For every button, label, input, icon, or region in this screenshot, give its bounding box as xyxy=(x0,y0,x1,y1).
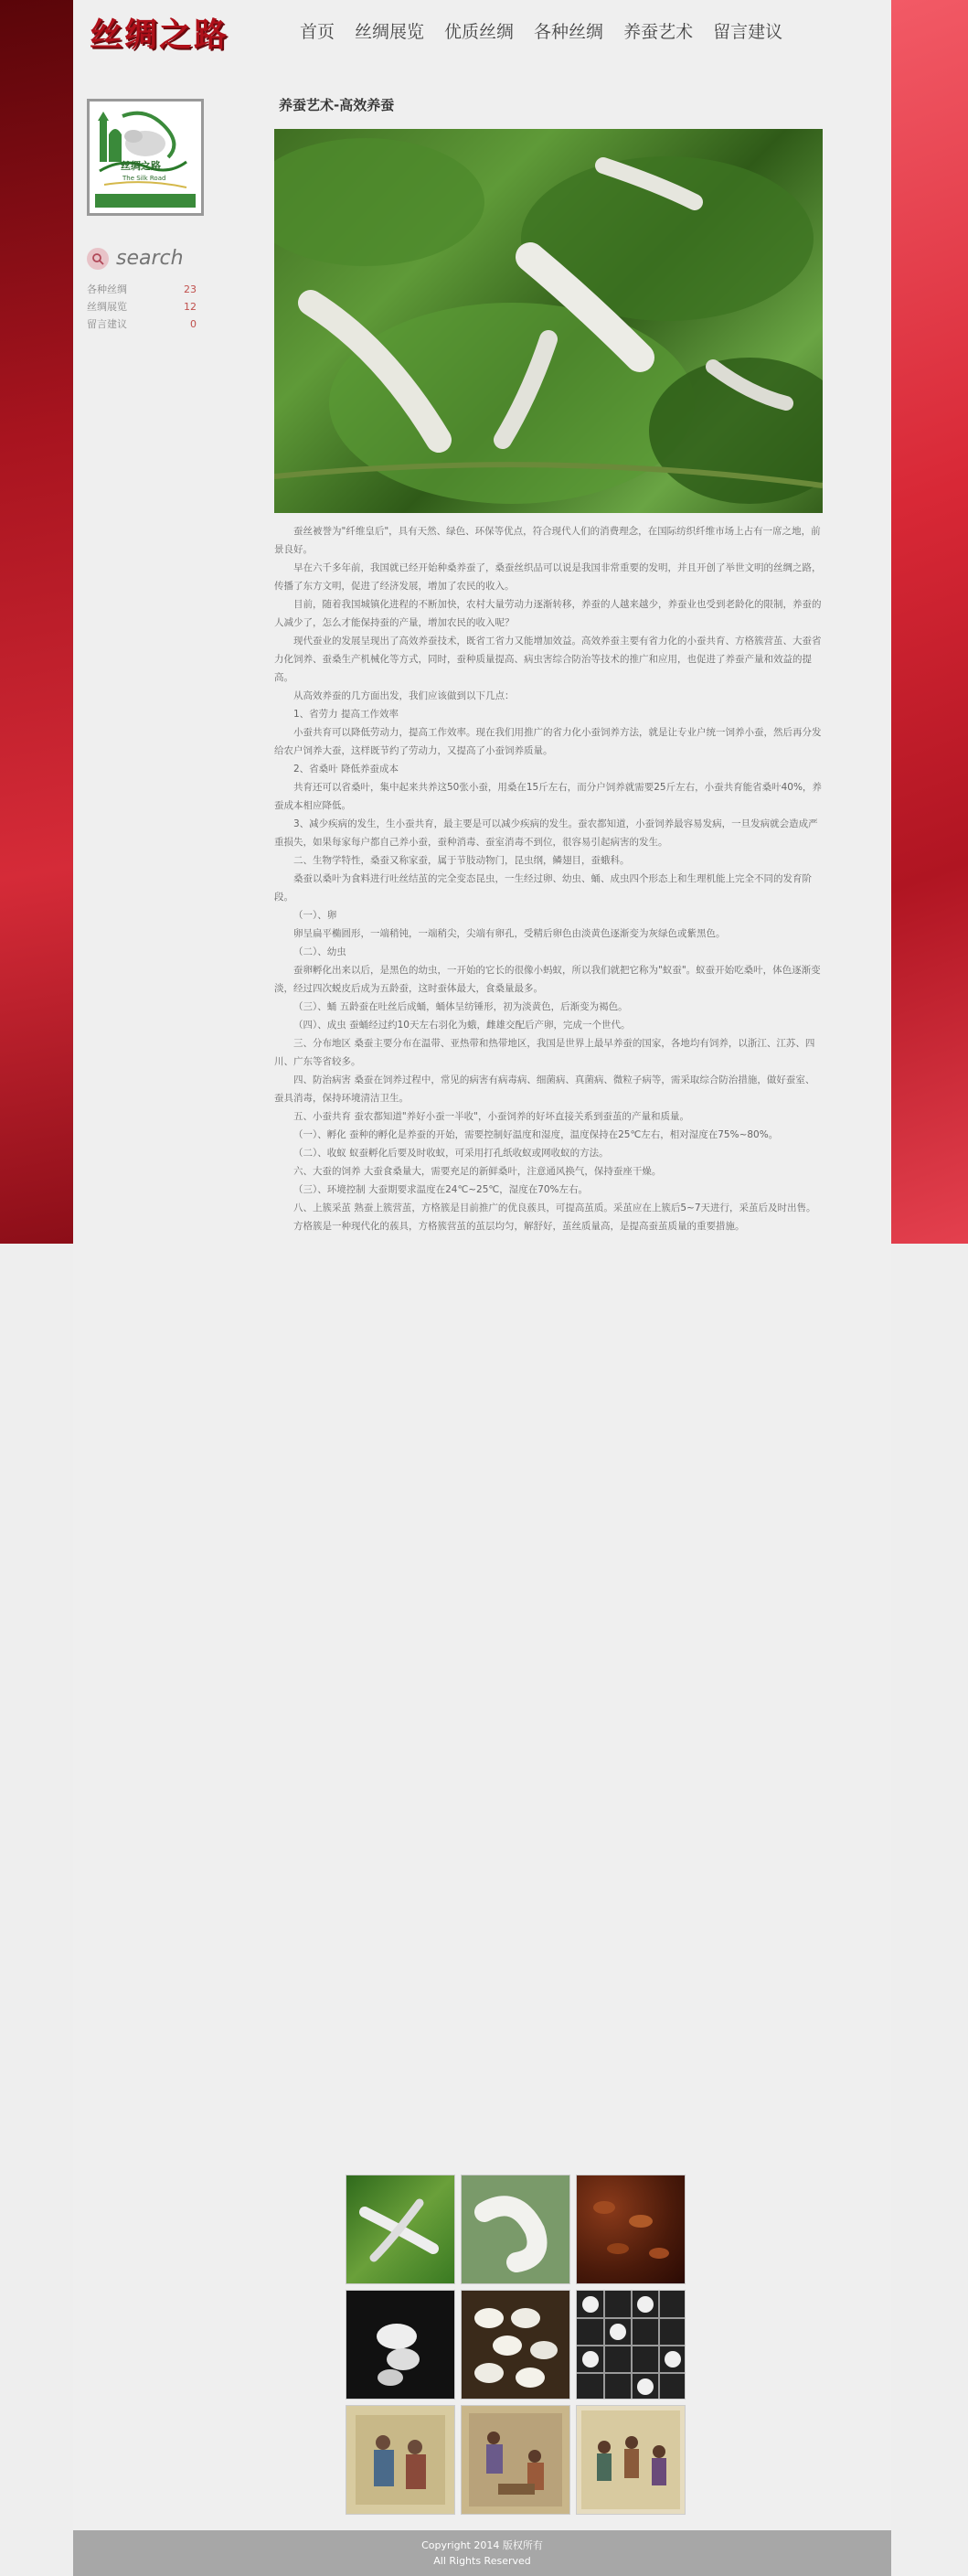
gallery-silkworm-moth[interactable] xyxy=(346,2290,455,2400)
cocoon-grid-icon xyxy=(577,2291,685,2399)
article-paragraph: 现代蚕业的发展呈现出了高效养蚕技术，既省工省力又能增加效益。高效养蚕主要有省力化的小蚕共育、方格簇营茧、大蚕省力化饲养、蚕桑生产机械化等方式，同时，蚕种质量提高、病虫害综合防治等技术的推广和应用，也促进了养蚕产量和效益的提高。 xyxy=(274,636,822,683)
search-input[interactable] xyxy=(116,247,217,270)
svg-text:The Silk Road: The Silk Road xyxy=(122,175,166,182)
category-list xyxy=(87,281,224,333)
gallery-painting-scroll[interactable] xyxy=(576,2405,686,2515)
main-nav xyxy=(300,18,782,43)
article-paragraph: 八、上簇采茧 熟蚕上簇营茧，方格簇是目前推广的优良蔟具，可提高茧质。采茧应在上簇后5~7天进行，采茧后及时出售。 xyxy=(293,1202,816,1213)
article-paragraph: 二、生物学特性，桑蚕又称家蚕，属于节肢动物门，昆虫纲，鳞翅目，蚕蛾科。 xyxy=(293,855,630,866)
svg-text:丝绸之路: 丝绸之路 xyxy=(121,160,161,172)
article-paragraph: （一）、孵化 蚕种的孵化是养蚕的开始，需要控制好温度和湿度，温度保持在25℃左右，相对湿度在75%~80%。 xyxy=(293,1129,779,1140)
gallery-painting-silk-work[interactable] xyxy=(461,2405,570,2515)
article-paragraph: 早在六千多年前，我国就已经开始种桑养蚕了，桑蚕丝织品可以说是我国非常重要的发明，并且开创了举世文明的丝绸之路，传播了东方文明，促进了经济发展，增加了农民的收入。 xyxy=(274,562,822,592)
footer xyxy=(73,2530,891,2576)
silkworm-icon xyxy=(346,2175,454,2283)
article-paragraph: 蚕丝被誉为"纤维皇后"，具有天然、绿色、环保等优点，符合现代人们的消费理念，在国际纺织纤维市场上占有一席之地，前景良好。 xyxy=(274,526,821,555)
painting-icon xyxy=(346,2406,454,2514)
hero-image-silkworms xyxy=(274,129,823,513)
article-paragraph: 四、防治病害 桑蚕在饲养过程中，常见的病害有病毒病、细菌病、真菌病、微粒子病等，需采取综合防治措施，做好蚕室、蚕具消毒，保持环境清洁卫生。 xyxy=(274,1074,815,1104)
article-paragraph: 1、省劳力 提高工作效率 xyxy=(293,709,399,720)
gallery-silkworm-pupae[interactable] xyxy=(576,2175,686,2284)
article-title: 养蚕艺术-高效养蚕 xyxy=(279,97,395,113)
category-item[interactable]: 各种丝绸 23 xyxy=(87,283,197,295)
article-paragraph: 六、大蚕的饲养 大蚕食桑量大，需要充足的新鲜桑叶，注意通风换气，保持蚕座干燥。 xyxy=(293,1166,662,1177)
moth-icon xyxy=(346,2291,454,2399)
article-paragraph: 小蚕共育可以降低劳动力，提高工作效率。现在我们用推广的省力化小蚕饲养方法，就是让专业户统一饲养小蚕，然后再分发给农户饲养大蚕，这样既节约了劳动力，又提高了小蚕饲养质量。 xyxy=(274,727,822,756)
article-paragraph: 2、省桑叶 降低养蚕成本 xyxy=(293,764,399,775)
nav-all-silk[interactable]: 各种丝绸 xyxy=(534,22,604,42)
rights-text: All Rights Reserved xyxy=(433,2555,531,2567)
site-logo[interactable]: 丝绸之路 xyxy=(90,16,229,54)
nav-sericulture-art[interactable]: 养蚕艺术 xyxy=(623,22,694,42)
article-paragraph: 目前，随着我国城镇化进程的不断加快，农村大量劳动力逐渐转移，养蚕的人越来越少，养蚕业也受到老龄化的限制，养蚕的人减少了，怎么才能保持蚕的产量，增加农民的收入呢？ xyxy=(274,599,822,628)
article-paragraph: （二）、收蚁 蚁蚕孵化后要及时收蚁，可采用打孔纸收蚁或网收蚁的方法。 xyxy=(293,1148,609,1159)
article-paragraph: 桑蚕以桑叶为食料进行吐丝结茧的完全变态昆虫，一生经过卵、幼虫、蛹、成虫四个形态上和生理机能上完全不同的发育阶段。 xyxy=(274,873,812,903)
cocoon-icon xyxy=(462,2291,569,2399)
article-paragraph: （一）、卵 xyxy=(293,910,337,921)
article-paragraph: 共育还可以省桑叶，集中起来共养这50张小蚕，用桑在15斤左右，而分户饲养就需要25斤左右，小蚕共育能省桑叶40%，养蚕成本相应降低。 xyxy=(274,782,822,811)
painting-icon xyxy=(462,2406,569,2514)
sidebar xyxy=(87,99,224,333)
article-paragraph: 从高效养蚕的几方面出发，我们应该做到以下几点： xyxy=(293,690,515,701)
nav-home[interactable]: 首页 xyxy=(300,22,335,42)
page-container xyxy=(73,0,891,2576)
silk-road-logo-icon xyxy=(95,107,196,208)
search-box xyxy=(87,247,224,270)
pupae-icon xyxy=(577,2175,685,2283)
nav-feedback[interactable]: 留言建议 xyxy=(713,22,783,42)
main-content xyxy=(274,95,823,1235)
article-paragraph: （二）、幼虫 xyxy=(293,946,346,957)
background-left xyxy=(0,0,73,1244)
image-gallery xyxy=(346,2175,686,2520)
category-item[interactable]: 丝绸展览 12 xyxy=(87,301,197,313)
gallery-silkworm-leaves[interactable] xyxy=(346,2175,455,2284)
background-right xyxy=(891,0,968,1244)
silkworm-icon xyxy=(462,2175,569,2283)
article-paragraph: （三）、蛹 五龄蚕在吐丝后成蛹，蛹体呈纺锤形，初为淡黄色，后渐变为褐色。 xyxy=(293,1001,628,1012)
gallery-white-silkworm[interactable] xyxy=(461,2175,570,2284)
sidebar-logo xyxy=(87,99,204,216)
article-paragraph: （四）、成虫 蚕蛹经过约10天左右羽化为蛾，雌雄交配后产卵，完成一个世代。 xyxy=(293,1020,631,1031)
article-paragraph: （三）、环境控制 大蚕期要求温度在24℃~25℃，湿度在70%左右。 xyxy=(293,1184,589,1195)
nav-quality-silk[interactable]: 优质丝绸 xyxy=(444,22,515,42)
painting-icon xyxy=(577,2406,685,2514)
gallery-cocoons-grid[interactable] xyxy=(576,2290,686,2400)
article-paragraph: 蚕卵孵化出来以后，是黑色的幼虫，一开始的它长的很像小蚂蚁，所以我们就把它称为"蚁蚕"。蚁蚕开始吃桑叶，体色逐渐变淡，经过四次蜕皮后成为五龄蚕，这时蚕体最大，食桑量最多。 xyxy=(274,965,821,994)
article-body xyxy=(274,522,823,1235)
article-paragraph: 方格簇是一种现代化的蔟具，方格簇营茧的茧层均匀，解舒好，茧丝质量高，是提高蚕茧质量的重要措施。 xyxy=(293,1221,745,1232)
gallery-painting-people[interactable] xyxy=(346,2405,455,2515)
article-paragraph: 五、小蚕共育 蚕农都知道"养好小蚕一半收"，小蚕饲养的好坏直接关系到蚕茧的产量和质量。 xyxy=(293,1111,689,1122)
article-paragraph: 三、分布地区 桑蚕主要分布在温带、亚热带和热带地区，我国是世界上最早养蚕的国家，各地均有饲养，以浙江、江苏、四川、广东等省较多。 xyxy=(274,1038,815,1067)
article-paragraph: 3、减少疾病的发生，生小蚕共育，最主要是可以减少疾病的发生。蚕农都知道，小蚕饲养最容易发病，一旦发病就会造成严重损失，如果每家每户都自己养小蚕，蚕种消毒、蚕室消毒不到位，很容易引起病害的发生。 xyxy=(274,818,818,848)
copyright-text: Copyright 2014 版权所有 xyxy=(421,2539,543,2551)
gallery-white-cocoons[interactable] xyxy=(461,2290,570,2400)
nav-silk-exhibition[interactable]: 丝绸展览 xyxy=(355,22,425,42)
search-icon[interactable] xyxy=(87,248,109,270)
silkworm-photo-icon xyxy=(274,129,823,513)
header xyxy=(73,0,891,64)
category-item[interactable]: 留言建议 0 xyxy=(87,318,197,330)
article-paragraph: 卵呈扁平椭圆形，一端稍钝，一端稍尖，尖端有卵孔，受精后卵色由淡黄色逐渐变为灰绿色或紫黑色。 xyxy=(293,928,726,939)
